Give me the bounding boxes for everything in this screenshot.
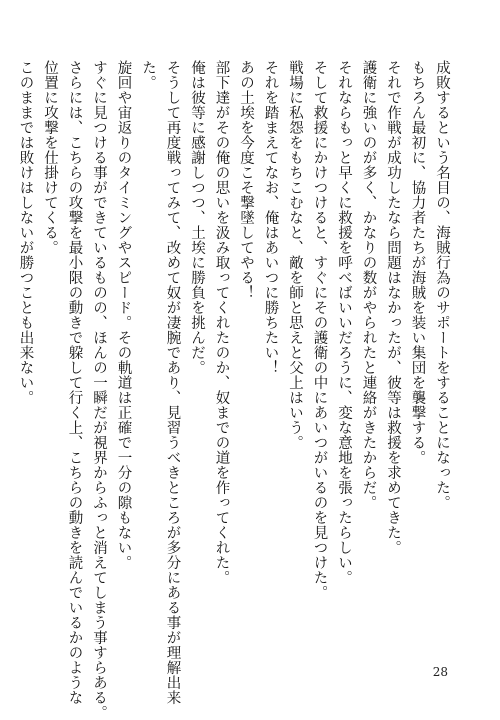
text-line: 俺は彼等に感謝しつつ、土埃に勝負を挑んだ。 (189, 60, 205, 375)
text-line: もちろん最初に、協力者たちが海賊を装い集団を襲撃する。 (409, 60, 426, 465)
text-line: そして救援にかけつけると、すぐにその護衛の中にあいつがいるのを見つけた。 (311, 60, 328, 600)
text-line: 成敗するという名目の、海賊行為のサポートをすることになった。 (434, 60, 450, 510)
text-line: 護衛に強いのが多く、かなりの数がやられたと連絡がきたからだ。 (360, 60, 377, 510)
text-line: あの土埃を今度こそ撃墜してやる！ (238, 60, 254, 300)
text-line: それで作戦が成功したなら問題はなかったが、彼等は救援を求めてきた。 (385, 60, 401, 555)
text-line: さらには、こちらの攻撃を最小限の動きで躱して行く上、こちらの動きを読んでいるかのような (66, 60, 83, 705)
text-line: すぐに見つける事ができているものの、ほんの一瞬だが視界からふっと消えてしまう事すらある。 (91, 60, 107, 720)
text-line: そうして再度戦ってみて、改めて奴が凄腕であり、見習うべきところが多分にある事が理解出来 (164, 60, 181, 705)
text-line: このままでは敗けはしないが勝つことも出来ない。 (17, 60, 34, 405)
text-line: 戦場に私怨をもちこむなと、敵を師と思えと父上はいう。 (287, 60, 303, 450)
text-line: それを踏まえてなお、俺はあいつに勝ちたい！ (262, 60, 279, 375)
text-line: 旋回や宙返りのタイミングやスピード。その軌道は正確で一分の隙もない。 (115, 60, 132, 570)
page-number: 28 (432, 665, 448, 679)
text-line: 部下達がその俺の思いを汲み取ってくれたのか、奴までの道を作ってくれた。 (213, 60, 230, 585)
text-line: それならもっと早くに救援を呼べばいいだろうに、変な意地を張ったらしい。 (336, 60, 352, 585)
text-line: た。 (140, 60, 156, 90)
text-line: 位置に攻撃を仕掛けてくる。 (42, 60, 58, 255)
